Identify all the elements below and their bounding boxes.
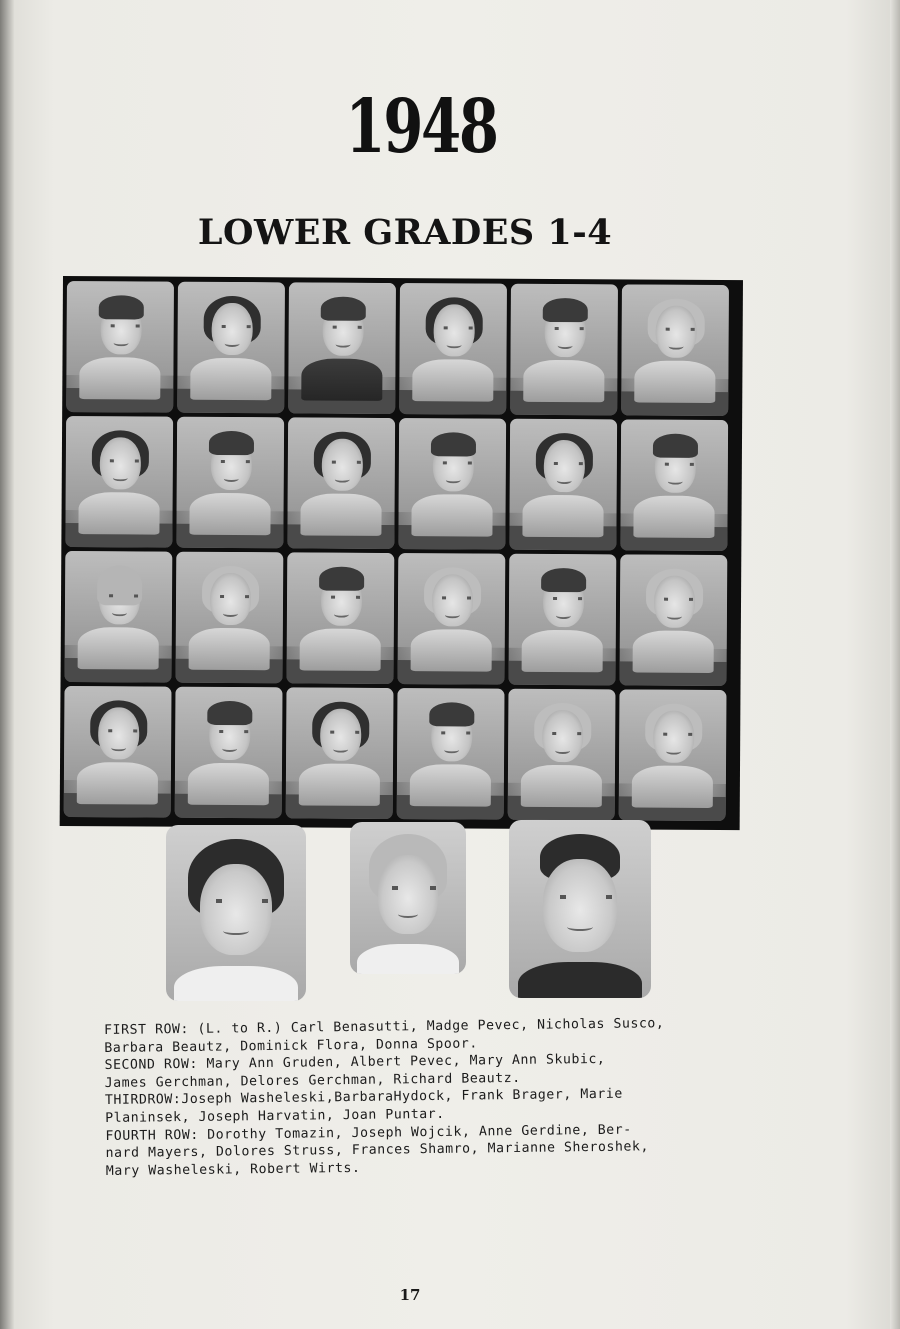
student-photo: [509, 554, 617, 686]
student-photo: [510, 284, 618, 416]
student-photo: [66, 281, 174, 413]
student-photo: [399, 283, 507, 415]
caption-line: Mary Washeleski, Robert Wirts.: [105, 1160, 361, 1179]
caption-line: James Gerchman, Delores Gerchman, Richard Beautz.: [104, 1070, 521, 1091]
page-edge-shadow: [890, 0, 900, 1329]
student-photo: [65, 551, 173, 683]
student-photo: [620, 419, 728, 551]
student-photo: [65, 416, 173, 548]
caption-line: FIRST ROW: (L. to R.) Carl Benasutti, Madge Pevec, Nicholas Susco,: [104, 1016, 665, 1038]
student-photo: [621, 284, 729, 416]
student-photo: [175, 687, 283, 819]
photo-caption: [104, 1014, 738, 1180]
caption-line: SECOND ROW: Mary Ann Gruden, Albert Pevec, Mary Ann Skubic,: [104, 1052, 606, 1074]
student-photo: [620, 554, 728, 686]
page-number: 17: [399, 1286, 421, 1304]
student-photo: [509, 419, 617, 551]
caption-line: nard Mayers, Dolores Struss, Frances Shamro, Marianne Sheroshek,: [105, 1139, 650, 1162]
caption-line: Barbara Beautz, Dominick Flora, Donna Spoor.: [104, 1036, 478, 1056]
student-photo: [619, 689, 727, 821]
caption-line: Planinsek, Joseph Harvatin, Joan Puntar.: [105, 1106, 445, 1126]
student-photo: [286, 687, 394, 819]
student-photo: [177, 282, 285, 414]
student-photo: [176, 552, 284, 684]
student-photo: [398, 418, 506, 550]
portrait-photo: [166, 825, 306, 1001]
student-photo: [287, 417, 395, 549]
year-title: 1948: [345, 84, 497, 170]
student-photo: [397, 688, 505, 820]
portrait-photo: [350, 822, 466, 974]
student-photo: [64, 686, 172, 818]
caption-line: FOURTH ROW: Dorothy Tomazin, Joseph Wojcik, Anne Gerdine, Ber-: [105, 1122, 632, 1144]
caption-line: THIRDROW:Joseph Washeleski,BarbaraHydock, Frank Brager, Marie: [104, 1087, 623, 1109]
portrait-photo: [509, 820, 651, 998]
student-photo: [287, 552, 395, 684]
section-heading: LOWER GRADES 1-4: [197, 212, 613, 253]
student-photo: [398, 553, 506, 685]
page-binding-shadow: [0, 0, 14, 1329]
class-photo-grid: [60, 276, 743, 830]
student-photo: [508, 689, 616, 821]
student-photo: [176, 417, 284, 549]
student-photo: [288, 282, 396, 414]
